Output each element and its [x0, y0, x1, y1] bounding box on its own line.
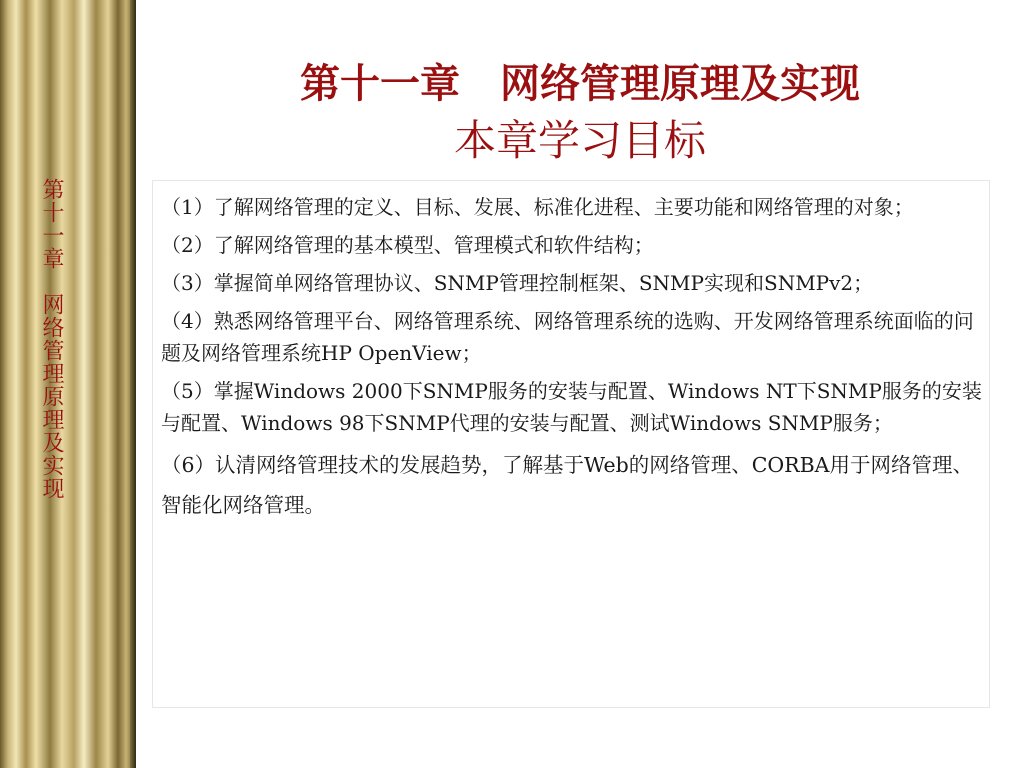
slide-subtitle: 本章学习目标	[453, 116, 706, 165]
objective-item: （2）了解网络管理的基本模型、管理模式和软件结构；	[161, 233, 654, 257]
objective-item: （5）掌握Windows 2000下SNMP服务的安装与配置、Windows NT下SNMP服务的安装与配置、Windows 98下SNMP代理的安装与配置、测试Windows SNMP服务；	[161, 379, 982, 435]
objective-item: （6）认清网络管理技术的发展趋势，了解基于Web的网络管理、CORBA用于网络管理、智能化网络管理。	[161, 453, 973, 517]
decorative-pillar	[0, 0, 136, 768]
side-chapter-title: 第十一章 网络管理原理及实现	[39, 178, 64, 500]
objective-item: （3）掌握简单网络管理协议、SNMP管理控制框架、SNMP实现和SNMPv2；	[161, 271, 874, 295]
objective-item: （4）熟悉网络管理平台、网络管理系统、网络管理系统的选购、开发网络管理系统面临的问题及网络管理系统HP OpenView；	[161, 309, 974, 365]
objectives-box	[152, 180, 990, 708]
objective-item: （1）了解网络管理的定义、目标、发展、标准化进程、主要功能和网络管理的对象；	[161, 195, 914, 219]
slide-title: 第十一章 网络管理原理及实现	[300, 61, 860, 107]
